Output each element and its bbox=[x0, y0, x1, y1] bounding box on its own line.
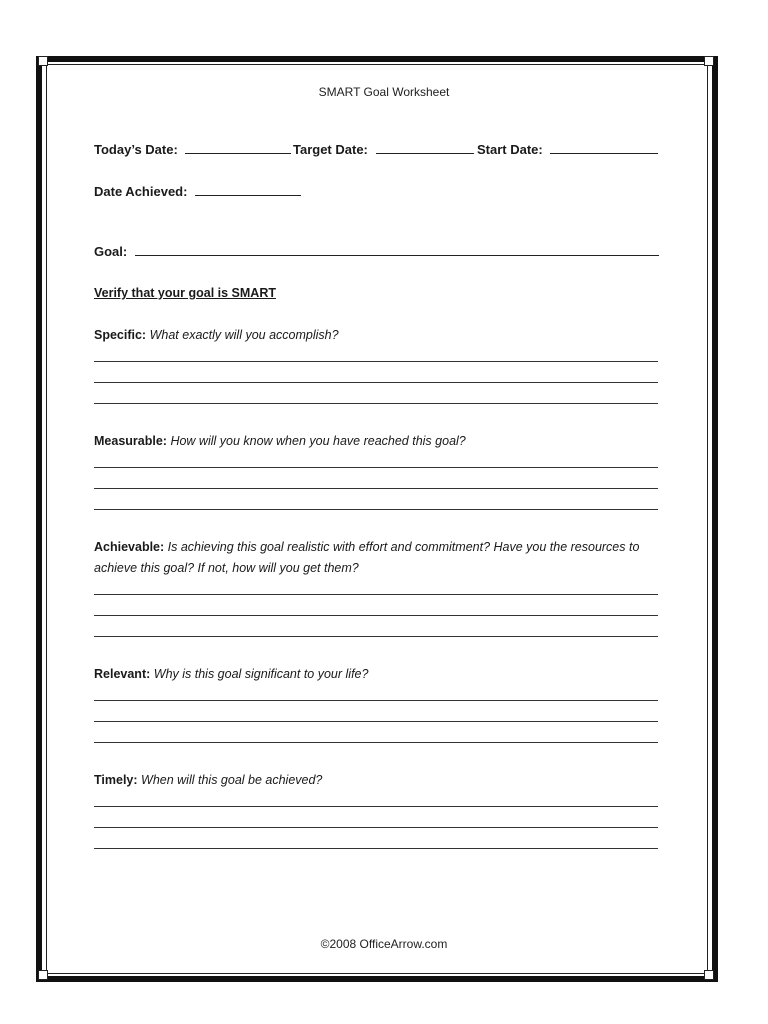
goal-field[interactable] bbox=[135, 243, 659, 256]
todays-date-field[interactable] bbox=[185, 141, 291, 154]
relevant-question: Why is this goal significant to your life? bbox=[153, 667, 369, 681]
verify-heading: Verify that your goal is SMART bbox=[94, 286, 276, 300]
measurable-question: How will you know when you have reached this goal? bbox=[170, 434, 466, 448]
achievable-label: Achievable: bbox=[94, 540, 165, 554]
todays-date-row bbox=[94, 141, 291, 157]
date-achieved-label: Date Achieved: bbox=[94, 184, 188, 199]
specific-question: What exactly will you accomplish? bbox=[149, 328, 339, 342]
timely-answer-line-3[interactable] bbox=[94, 848, 658, 849]
target-date-field[interactable] bbox=[376, 141, 474, 154]
measurable-answer-line-3[interactable] bbox=[94, 509, 658, 510]
measurable-prompt bbox=[94, 431, 662, 452]
relevant-label: Relevant: bbox=[94, 667, 151, 681]
target-date-row bbox=[293, 141, 474, 157]
measurable-answer-line-1[interactable] bbox=[94, 467, 658, 468]
achievable-answer-line-1[interactable] bbox=[94, 594, 658, 595]
border-corner-bottom-left bbox=[38, 970, 48, 980]
target-date-label: Target Date: bbox=[293, 142, 368, 157]
border-corner-top-left bbox=[38, 56, 48, 66]
timely-label: Timely: bbox=[94, 773, 138, 787]
relevant-answer-line-1[interactable] bbox=[94, 700, 658, 701]
timely-answer-line-1[interactable] bbox=[94, 806, 658, 807]
goal-label: Goal: bbox=[94, 244, 128, 259]
specific-prompt bbox=[94, 325, 662, 346]
copyright-footer: ©2008 OfficeArrow.com bbox=[320, 937, 448, 951]
specific-label: Specific: bbox=[94, 328, 147, 342]
achievable-question: Is achieving this goal realistic with effort and commitment? Have you the resources to achieve this goal? If not, how will you get them? bbox=[94, 540, 640, 575]
relevant-prompt bbox=[94, 664, 662, 685]
border-corner-top-right bbox=[704, 56, 714, 66]
timely-answer-line-2[interactable] bbox=[94, 827, 658, 828]
border-corner-bottom-right bbox=[704, 970, 714, 980]
specific-answer-line-3[interactable] bbox=[94, 403, 658, 404]
relevant-answer-line-2[interactable] bbox=[94, 721, 658, 722]
measurable-label: Measurable: bbox=[94, 434, 167, 448]
specific-answer-line-1[interactable] bbox=[94, 361, 658, 362]
start-date-field[interactable] bbox=[550, 141, 658, 154]
date-achieved-field[interactable] bbox=[195, 183, 301, 196]
page-border-inner bbox=[46, 64, 708, 974]
date-achieved-row bbox=[94, 183, 301, 199]
specific-answer-line-2[interactable] bbox=[94, 382, 658, 383]
achievable-answer-line-3[interactable] bbox=[94, 636, 658, 637]
todays-date-label: Today’s Date: bbox=[94, 142, 178, 157]
timely-prompt bbox=[94, 770, 662, 791]
timely-question: When will this goal be achieved? bbox=[141, 773, 323, 787]
start-date-label: Start Date: bbox=[477, 142, 543, 157]
achievable-prompt bbox=[94, 537, 662, 579]
measurable-answer-line-2[interactable] bbox=[94, 488, 658, 489]
relevant-answer-line-3[interactable] bbox=[94, 742, 658, 743]
achievable-answer-line-2[interactable] bbox=[94, 615, 658, 616]
page-title: SMART Goal Worksheet bbox=[318, 85, 450, 99]
goal-row bbox=[94, 243, 659, 259]
start-date-row bbox=[477, 141, 658, 157]
